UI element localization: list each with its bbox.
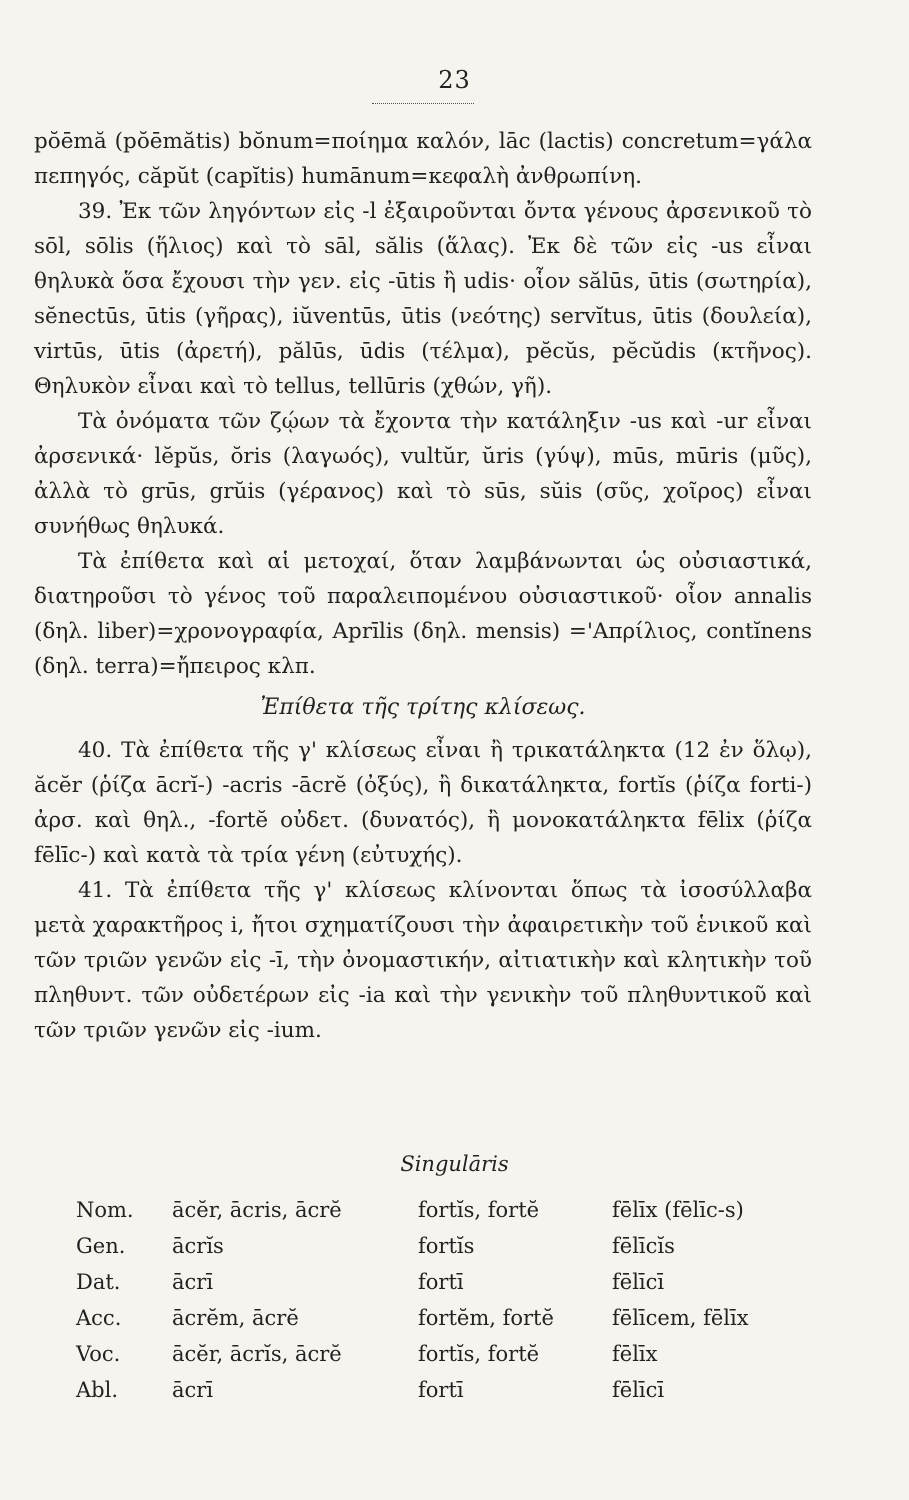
page-number-rule — [372, 103, 474, 104]
fortis-form: fortĭs — [418, 1234, 475, 1258]
felix-form: fēlīcī — [612, 1270, 665, 1294]
acer-form: ācrĕm, ācrĕ — [172, 1306, 299, 1330]
paragraph-40: 40. Τὰ ἐπίθετα τῆς γ' κλίσεως εἶναι ἢ τρικατάληκτα (12 ἐν ὅλῳ), ăcĕr (ῥίζα ācrĭ-) -acris -ācrĕ (ὀξύς), ἢ δικατάληκτα, fortĭs (ῥίζα forti-) ἀρσ. καὶ θηλ., -fortĕ οὐδετ. (δυνατός), ἢ μονοκατάληκτα fēlix (ῥίζα fēlīc-) καὶ κατὰ τὰ τρία γένη (εὐτυχής). — [34, 738, 812, 868]
acer-form: ācrĭs — [172, 1234, 224, 1258]
paragraph-39: 39. Ἐκ τῶν ληγόντων εἰς -l ἐξαιροῦνται ὄντα γένους ἀρσενικοῦ τὸ sōl, sōlis (ἥλιος) καὶ τὸ sāl, sălis (ἅλας). Ἐκ δὲ τῶν εἰς -us εἶναι θηλυκὰ ὅσα ἔχουσι τὴν γεν. εἰς -ūtis ἢ udis· οἷον sălūs, ūtis (σωτηρία), sĕnectūs, ūtis (γῆρας), iŭventūs, ūtis (νεότης) servĭtus, ūtis (δουλεία), virtūs, ūtis (ἀρετή), pălūs, ūdis (τέλμα), pĕcŭs, pĕcŭdis (κτῆνος). Θηλυκὸν εἶναι καὶ τὸ tellus, tellūris (χθών, γῆ). — [34, 199, 812, 399]
table-row — [76, 1264, 812, 1300]
acer-form: ācĕr, ācrĭs, ācrĕ — [172, 1342, 342, 1366]
felix-form: fēlīx (fēlīc-s) — [612, 1198, 744, 1222]
acer-form: ācĕr, ācris, ācrĕ — [172, 1198, 342, 1222]
case-label: Gen. — [76, 1234, 126, 1258]
felix-form: fēlīcĭs — [612, 1234, 675, 1258]
acer-form: ācrī — [172, 1270, 214, 1294]
page-number: 23 — [438, 66, 471, 94]
table-row — [76, 1228, 812, 1264]
case-label: Abl. — [76, 1378, 118, 1402]
paragraph-poema: pŏēmă (pŏēmătis) bŏnum=ποίημα καλόν, lāc (lactis) concretum=γάλα πεπηγός, căpŭt (capĭtis) humānum=κεφαλὴ ἀνθρωπίνη. — [34, 129, 812, 189]
case-label: Voc. — [76, 1342, 121, 1366]
felix-form: fēlīx — [612, 1342, 658, 1366]
case-label: Acc. — [76, 1306, 122, 1330]
fortis-form: fortĕm, fortĕ — [418, 1306, 554, 1330]
table-heading: Singulāris — [400, 1152, 509, 1176]
acer-form: ācrī — [172, 1378, 214, 1402]
table-row — [76, 1300, 812, 1336]
paragraph-adjectives: Τὰ ἐπίθετα καὶ αἱ μετοχαί, ὅταν λαμβάνωνται ὡς οὐσιαστικά, διατηροῦσι τὸ γένος τοῦ παραλειπομένου οὐσιαστικοῦ· οἷον annalis (δηλ. liber)=χρονογραφία, Aprīlis (δηλ. mensis) ='Απρίλιος, contĭnens (δηλ. terra)=ἤπειρος κλπ. — [34, 549, 812, 679]
table-row — [76, 1192, 812, 1228]
case-label: Dat. — [76, 1270, 121, 1294]
table-row — [76, 1372, 812, 1408]
table-row — [76, 1336, 812, 1372]
body-text — [34, 124, 812, 1048]
fortis-form: fortī — [418, 1270, 464, 1294]
case-label: Nom. — [76, 1198, 134, 1222]
fortis-form: fortĭs, fortĕ — [418, 1198, 540, 1222]
fortis-form: fortī — [418, 1378, 464, 1402]
felix-form: fēlīcī — [612, 1378, 665, 1402]
declension-table — [76, 1192, 812, 1408]
section-heading: Ἐπίθετα τῆς τρίτης κλίσεως. — [260, 695, 586, 720]
paragraph-animals: Τὰ ὀνόματα τῶν ζῴων τὰ ἔχοντα τὴν κατάληξιν -us καὶ -ur εἶναι ἀρσενικά· lĕpŭs, ŏris (λαγωός), vultŭr, ŭris (γύψ), mūs, mūris (μῦς), ἀλλὰ τὸ grūs, grŭis (γέρανος) καὶ τὸ sūs, sŭis (σῦς, χοῖρος) εἶναι συνήθως θηλυκά. — [34, 409, 812, 539]
fortis-form: fortĭs, fortĕ — [418, 1342, 540, 1366]
felix-form: fēlīcem, fēlīx — [612, 1306, 749, 1330]
paragraph-41: 41. Τὰ ἐπίθετα τῆς γ' κλίσεως κλίνονται ὅπως τὰ ἰσοσύλλαβα μετὰ χαρακτῆρος i, ἤτοι σχηματίζουσι τὴν ἀφαιρετικὴν τοῦ ἑνικοῦ καὶ τῶν τριῶν γενῶν εἰς -ī, τὴν ὀνομαστικήν, αἰτιατικὴν καὶ κλητικὴν τοῦ πληθυντ. τῶν οὐδετέρων εἰς -ia καὶ τὴν γενικὴν τοῦ πληθυντικοῦ καὶ τῶν τριῶν γενῶν εἰς -ium. — [34, 878, 812, 1043]
